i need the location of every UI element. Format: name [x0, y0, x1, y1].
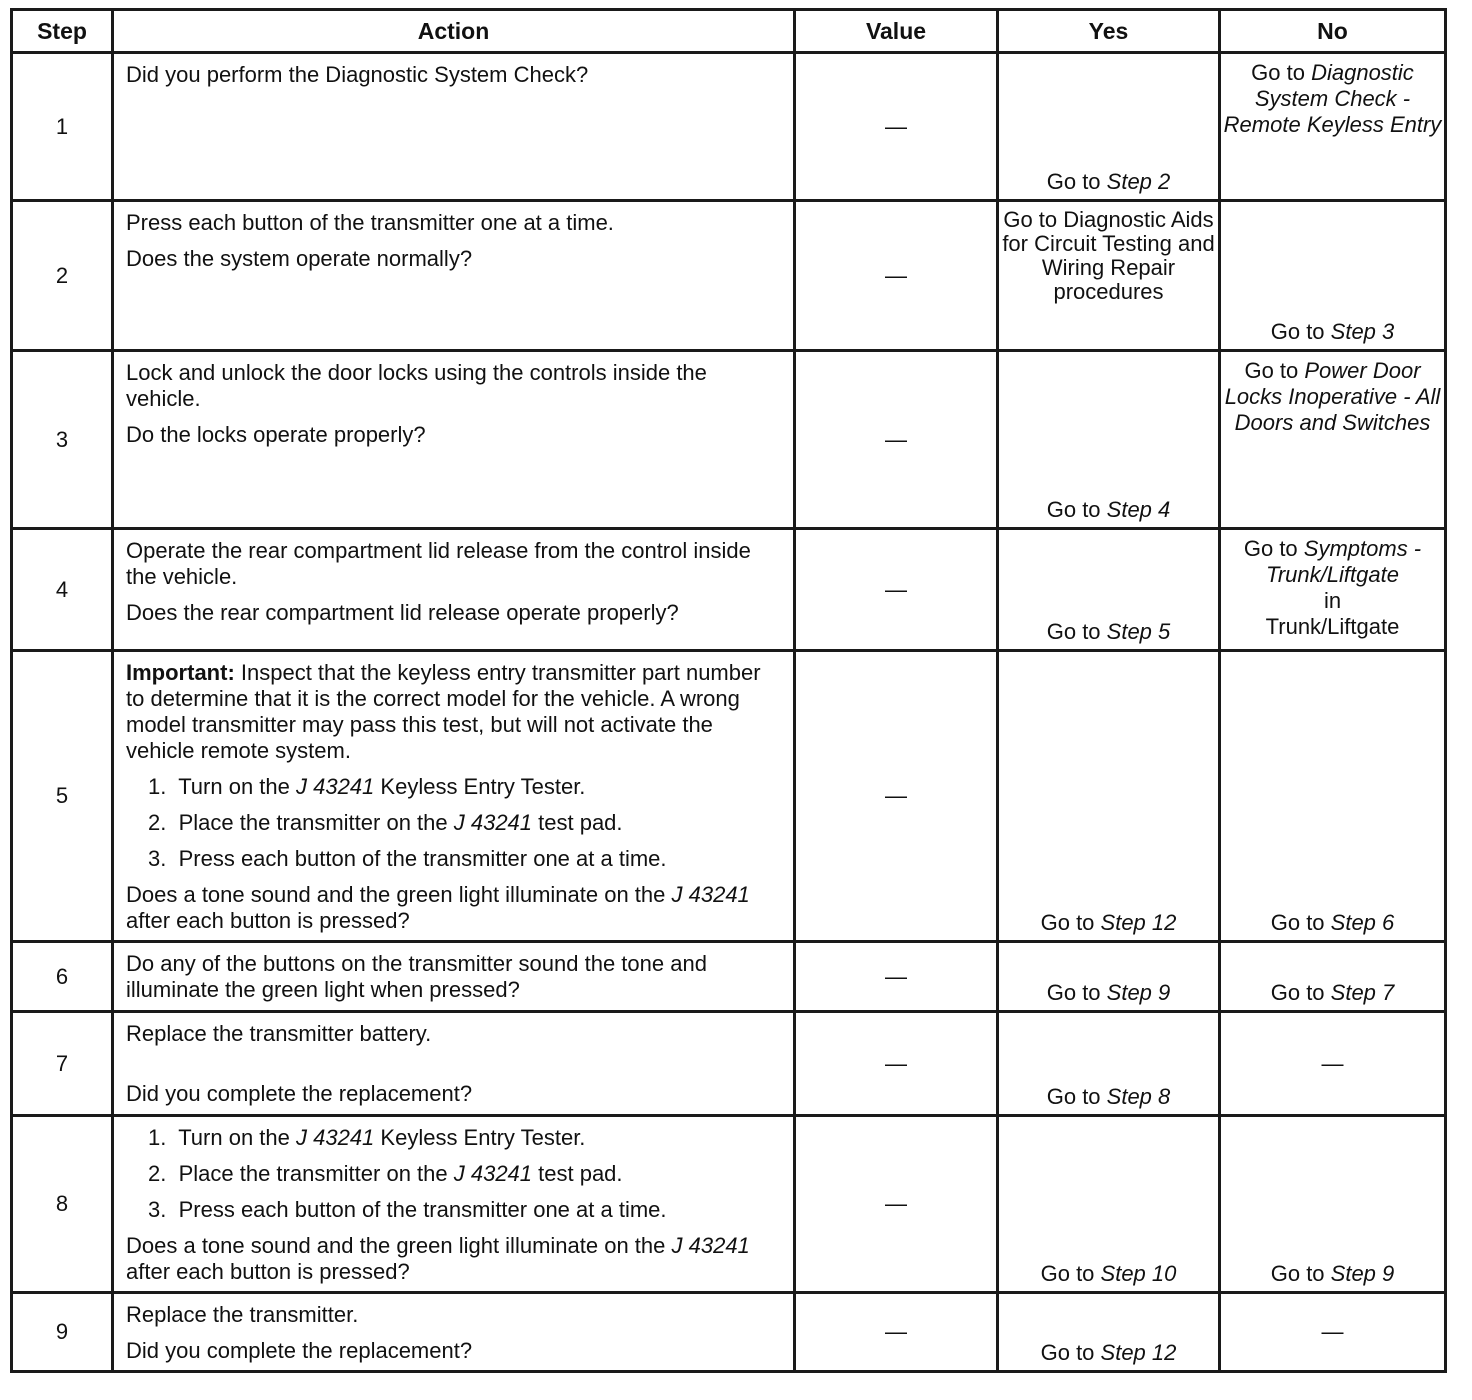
yes-cell — [998, 942, 1220, 1012]
action-text: Replace the transmitter battery. — [126, 1021, 432, 1046]
no-value: — — [1321, 1050, 1344, 1076]
no-link[interactable]: Symptoms - Trunk/Liftgate — [1266, 536, 1422, 587]
action-question: Do the locks operate properly? — [126, 422, 426, 447]
no-prefix: Go to — [1243, 536, 1304, 561]
yes-link[interactable]: Step 10 — [1100, 1261, 1177, 1286]
no-suffix: Trunk/Liftgate — [1265, 614, 1400, 639]
list-item: 2. Place the transmitter on the J 43241 test pad. — [148, 1161, 623, 1186]
header-no: No — [1220, 10, 1446, 53]
action-question: Does the rear compartment lid release operate properly? — [126, 600, 679, 625]
step-number: 8 — [12, 1116, 113, 1293]
no-link[interactable]: Power Door Locks Inoperative - All Doors and Switches — [1224, 358, 1441, 435]
yes-link[interactable]: Step 5 — [1106, 619, 1171, 644]
header-yes: Yes — [998, 10, 1220, 53]
yes-cell — [998, 351, 1220, 529]
yes-prefix: Go to — [1046, 1084, 1107, 1109]
action-cell — [113, 529, 795, 651]
yes-cell — [998, 651, 1220, 942]
no-prefix: Go to — [1270, 910, 1331, 935]
table-row — [12, 1012, 1446, 1116]
action-text: Replace the transmitter. — [126, 1302, 359, 1327]
step-number: 5 — [12, 651, 113, 942]
action-text: Press each button of the transmitter one at a time. — [126, 210, 614, 235]
no-prefix: Go to — [1270, 1261, 1331, 1286]
no-link[interactable]: Step 9 — [1330, 1261, 1395, 1286]
action-question: Does a tone sound and the green light illuminate on the J 43241 after each button is pressed? — [126, 882, 750, 933]
action-cell — [113, 942, 795, 1012]
value-cell: — — [795, 53, 998, 201]
header-row — [12, 10, 1446, 53]
table-row — [12, 351, 1446, 529]
yes-cell — [998, 1293, 1220, 1372]
header-step: Step — [12, 10, 113, 53]
value-cell: — — [795, 351, 998, 529]
value-cell: — — [795, 529, 998, 651]
header-value: Value — [795, 10, 998, 53]
no-cell — [1220, 1293, 1446, 1372]
step-number: 2 — [12, 201, 113, 351]
no-link[interactable]: Step 3 — [1330, 319, 1395, 344]
action-cell — [113, 1012, 795, 1116]
no-cell — [1220, 53, 1446, 201]
no-link[interactable]: Step 6 — [1330, 910, 1395, 935]
value-cell: — — [795, 1012, 998, 1116]
table-row — [12, 651, 1446, 942]
yes-link[interactable]: Step 12 — [1100, 1340, 1177, 1365]
yes-prefix: Go to — [1040, 1261, 1101, 1286]
no-cell — [1220, 942, 1446, 1012]
yes-prefix: Go to — [1040, 1340, 1101, 1365]
action-cell — [113, 1293, 795, 1372]
no-cell — [1220, 1012, 1446, 1116]
yes-cell — [998, 1012, 1220, 1116]
value-cell: — — [795, 942, 998, 1012]
table-row — [12, 201, 1446, 351]
procedure-list — [126, 1125, 783, 1223]
yes-cell — [998, 529, 1220, 651]
yes-cell — [998, 1116, 1220, 1293]
yes-link[interactable]: Step 4 — [1106, 497, 1171, 522]
procedure-list — [126, 774, 783, 872]
table-row — [12, 942, 1446, 1012]
list-item: 1. Turn on the J 43241 Keyless Entry Tester. — [148, 1125, 586, 1150]
yes-prefix: Go to — [1046, 169, 1107, 194]
action-text: Lock and unlock the door locks using the controls inside the vehicle. — [126, 360, 707, 411]
step-number: 9 — [12, 1293, 113, 1372]
action-question: Does a tone sound and the green light illuminate on the J 43241 after each button is pressed? — [126, 1233, 750, 1284]
action-cell — [113, 1116, 795, 1293]
header-action: Action — [113, 10, 795, 53]
action-cell — [113, 351, 795, 529]
yes-link[interactable]: Go to Diagnostic Aids for Circuit Testing and Wiring Repair procedures — [1002, 207, 1215, 304]
yes-link[interactable]: Step 2 — [1106, 169, 1171, 194]
yes-cell — [998, 201, 1220, 351]
value-cell: — — [795, 1293, 998, 1372]
action-question: Does the system operate normally? — [126, 246, 473, 271]
action-cell — [113, 651, 795, 942]
important-text: Inspect that the keyless entry transmitter part number to determine that it is the correct model for the vehicle. A wrong model transmitter may pass this test, but will not activate the vehicle remote system. — [126, 660, 761, 763]
no-cell — [1220, 1116, 1446, 1293]
step-number: 4 — [12, 529, 113, 651]
action-text: Did you perform the Diagnostic System Check? — [126, 62, 589, 87]
list-item: 3. Press each button of the transmitter one at a time. — [148, 1197, 667, 1222]
no-suffix-in: in — [1323, 588, 1342, 613]
diagnostic-table — [10, 8, 1447, 1373]
list-item: 3. Press each button of the transmitter one at a time. — [148, 846, 667, 871]
no-link[interactable]: Diagnostic System Check - Remote Keyless Entry — [1223, 60, 1442, 137]
yes-prefix: Go to — [1046, 980, 1107, 1005]
action-cell — [113, 201, 795, 351]
no-cell — [1220, 651, 1446, 942]
yes-prefix: Go to — [1046, 497, 1107, 522]
important-label: Important: — [126, 660, 235, 685]
action-text: Operate the rear compartment lid release from the control inside the vehicle. — [126, 538, 751, 589]
no-cell — [1220, 201, 1446, 351]
no-prefix: Go to — [1251, 60, 1312, 85]
no-link[interactable]: Step 7 — [1330, 980, 1395, 1005]
value-cell: — — [795, 651, 998, 942]
list-item: 1. Turn on the J 43241 Keyless Entry Tester. — [148, 774, 586, 799]
step-number: 1 — [12, 53, 113, 201]
action-question: Did you complete the replacement? — [126, 1081, 473, 1106]
step-number: 7 — [12, 1012, 113, 1116]
step-number: 6 — [12, 942, 113, 1012]
list-item: 2. Place the transmitter on the J 43241 test pad. — [148, 810, 623, 835]
table-row — [12, 53, 1446, 201]
no-prefix: Go to — [1270, 319, 1331, 344]
table-row — [12, 1116, 1446, 1293]
yes-cell — [998, 53, 1220, 201]
important-note — [126, 660, 783, 764]
value-cell: — — [795, 201, 998, 351]
no-cell — [1220, 529, 1446, 651]
value-cell: — — [795, 1116, 998, 1293]
yes-link[interactable]: Step 12 — [1100, 910, 1177, 935]
action-question: Did you complete the replacement? — [126, 1338, 473, 1363]
table-row — [12, 529, 1446, 651]
no-cell — [1220, 351, 1446, 529]
action-cell — [113, 53, 795, 201]
no-prefix: Go to — [1270, 980, 1331, 1005]
yes-prefix: Go to — [1046, 619, 1107, 644]
yes-link[interactable]: Step 9 — [1106, 980, 1171, 1005]
step-number: 3 — [12, 351, 113, 529]
action-text: Do any of the buttons on the transmitter sound the tone and illuminate the green light when pressed? — [126, 951, 707, 1002]
no-prefix: Go to — [1244, 358, 1305, 383]
table-row — [12, 1293, 1446, 1372]
yes-prefix: Go to — [1040, 910, 1101, 935]
no-value: — — [1321, 1319, 1344, 1344]
yes-link[interactable]: Step 8 — [1106, 1084, 1171, 1109]
